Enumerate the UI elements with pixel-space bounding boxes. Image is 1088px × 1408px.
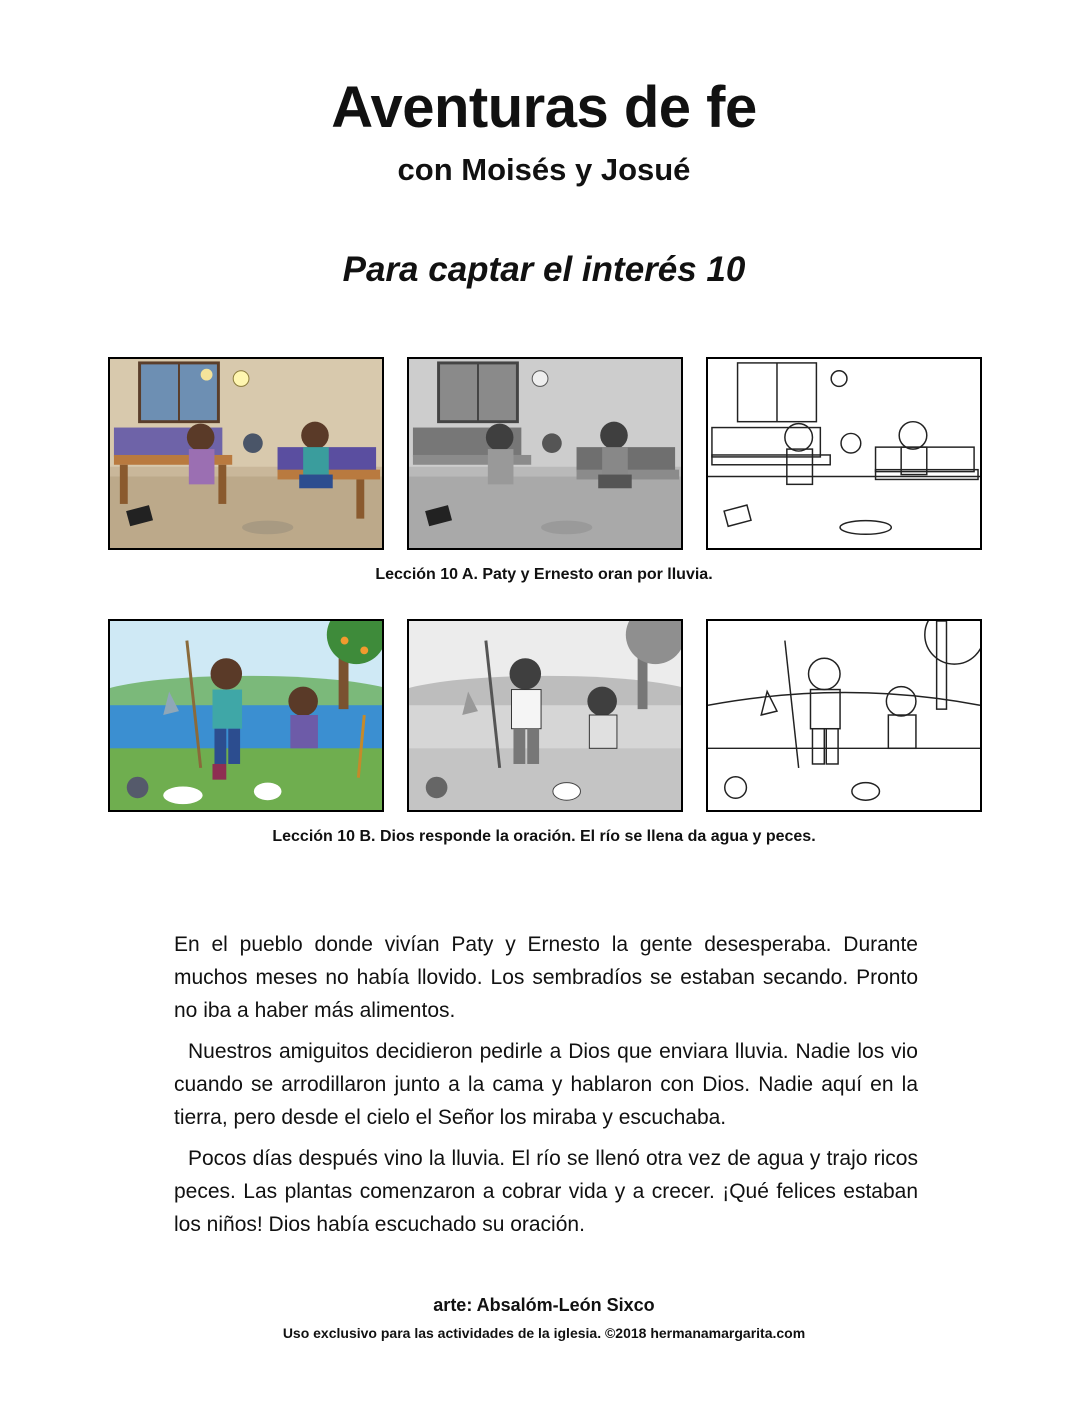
story-paragraph: Nuestros amiguitos decidieron pedirle a Dios que enviara lluvia. Nadie los vio cuando se arrodillaron junto a la cama y hablaron con Dios. Nadie aquí en la tierra, pero desde el cielo el Señor los miraba y escuchaba. [174, 1040, 918, 1129]
story-text [174, 928, 918, 1249]
page-title: Aventuras de fe [331, 75, 757, 140]
lesson-a-line-art-illustration [706, 357, 982, 550]
lesson-b-line-art-illustration [706, 619, 982, 812]
lesson-b-caption: Lección 10 B. Dios responde la oración. El río se llena da agua y peces. [272, 828, 816, 845]
story-paragraph: Pocos días después vino la lluvia. El río se llenó otra vez de agua y trajo ricos peces. Las plantas comenzaron a cobrar vida y a crecer. ¡Qué felices estaban los niños! Dios había escuchado su oración. [174, 1147, 918, 1236]
copyright-footer: Uso exclusivo para las actividades de la iglesia. ©2018 hermanamargarita.com [282, 1325, 806, 1341]
lesson-b-color-illustration [108, 619, 384, 812]
story-paragraph: En el pueblo donde vivían Paty y Ernesto la gente desesperaba. Durante muchos meses no había llovido. Los sembradíos se estaban secando. Pronto no iba a haber más alimentos. [174, 933, 918, 1022]
lesson-a-caption: Lección 10 A. Paty y Ernesto oran por lluvia. [375, 566, 713, 583]
section-heading: Para captar el interés 10 [342, 250, 746, 289]
lesson-a-color-illustration [108, 357, 384, 550]
artist-credit: arte: Absalóm-León Sixco [433, 1295, 655, 1315]
page-subtitle: con Moisés y Josué [397, 152, 691, 187]
lesson-b-grayscale-illustration [407, 619, 683, 812]
lesson-a-grayscale-illustration [407, 357, 683, 550]
